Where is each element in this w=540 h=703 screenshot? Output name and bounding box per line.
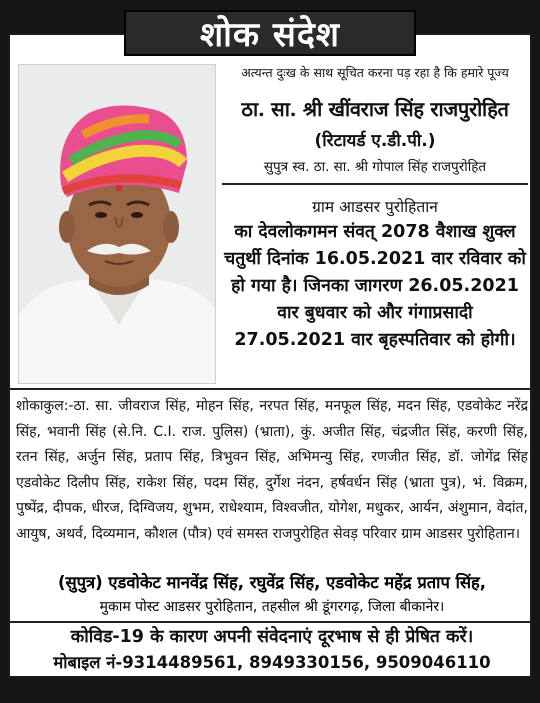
footer — [16, 624, 528, 673]
mobile-numbers: मोबाइल नं-9314489561, 8949330156, 9509046110 — [53, 653, 491, 672]
footer-divider — [10, 621, 530, 623]
message-line: वार बुधवार को और गंगाप्रसादी — [277, 303, 473, 323]
son-of-text: सुपुत्र स्व. ठा. सा. श्री गोपाल सिंह राजपुरोहित — [263, 159, 487, 175]
message-line: हो गया है। जिनका जागरण 26.05.2021 — [231, 276, 519, 296]
sons-section — [16, 570, 528, 616]
notice-info — [222, 58, 528, 354]
family-address: मुकाम पोस्ट आडसर पुरोहितान, तहसील श्री डूंगरगढ़, जिला बीकानेर। — [99, 599, 445, 615]
title-banner — [124, 10, 416, 56]
death-message — [222, 219, 528, 354]
sons-names: (सुपुत्र) एडवोकेट मानवेंद्र सिंह, रघुवेंद्र सिंह, एडवोकेट महेंद्र प्रताप सिंह, — [57, 573, 487, 592]
designation: (रिटायर्ड ए.डी.पी.) — [314, 131, 436, 151]
portrait-illustration — [19, 65, 216, 384]
message-line: का देवलोकगमन संवत् 2078 वैशाख शुक्ल — [234, 222, 516, 242]
info-divider — [222, 183, 528, 185]
portrait-photo — [18, 64, 216, 384]
deceased-name: ठा. सा. श्री खींवराज सिंह राजपुरोहित — [241, 97, 509, 121]
mourners-list: शोकाकुल:-ठा. सा. जीवराज सिंह, मोहन सिंह, नरपत सिंह, मनफूल सिंह, मदन सिंह, एडवोकेट नरेंद्र सिंह, भवानी सिंह (से.नि. C.I. राज. पुलिस) (भ्राता), कुं. अजीत सिंह, चंद्रजीत सिंह, करणी सिंह, रतन सिंह, अर्जुन सिंह, प्रताप सिंह, त्रिभुवन सिंह, अभिमन्यु सिंह, रणजीत सिंह, डॉ. जोगेंद्र सिंह एडवोकेट दिलीप सिंह, राकेश सिंह, पदम सिंह, दुर्गेश नंदन, हर्षवर्धन सिंह (भ्राता पुत्र), भं. विक्रम, पुष्पेंद्र, दीपक, धीरज, दिग्विजय, शुभम, राधेश्याम, विश्वजीत, योगेश, मधुकर, आर्यन, अंशुमान, वेदांत, आयुष, अथर्व, दिव्यमान, कौशल (पौत्र) एवं समस्त राजपुरोहित सेवड़ परिवार ग्राम आडसर पुरोहितान। — [16, 398, 528, 542]
covid-note: कोविड-19 के कारण अपनी संवेदनाएं दूरभाष से ही प्रेषित करें। — [70, 627, 474, 647]
message-line: चतुर्थी दिनांक 16.05.2021 वार रविवार को — [224, 249, 526, 269]
mourners-divider — [10, 388, 530, 390]
message-line: 27.05.2021 वार बृहस्पतिवार को होगी। — [234, 330, 516, 350]
village-text: ग्राम आडसर पुरोहितान — [312, 198, 438, 216]
banner-title: शोक संदेश — [199, 15, 341, 55]
intro-text: अत्यन्त दुःख के साथ सूचित करना पड़ रहा है कि हमारे पूज्य — [241, 65, 509, 80]
